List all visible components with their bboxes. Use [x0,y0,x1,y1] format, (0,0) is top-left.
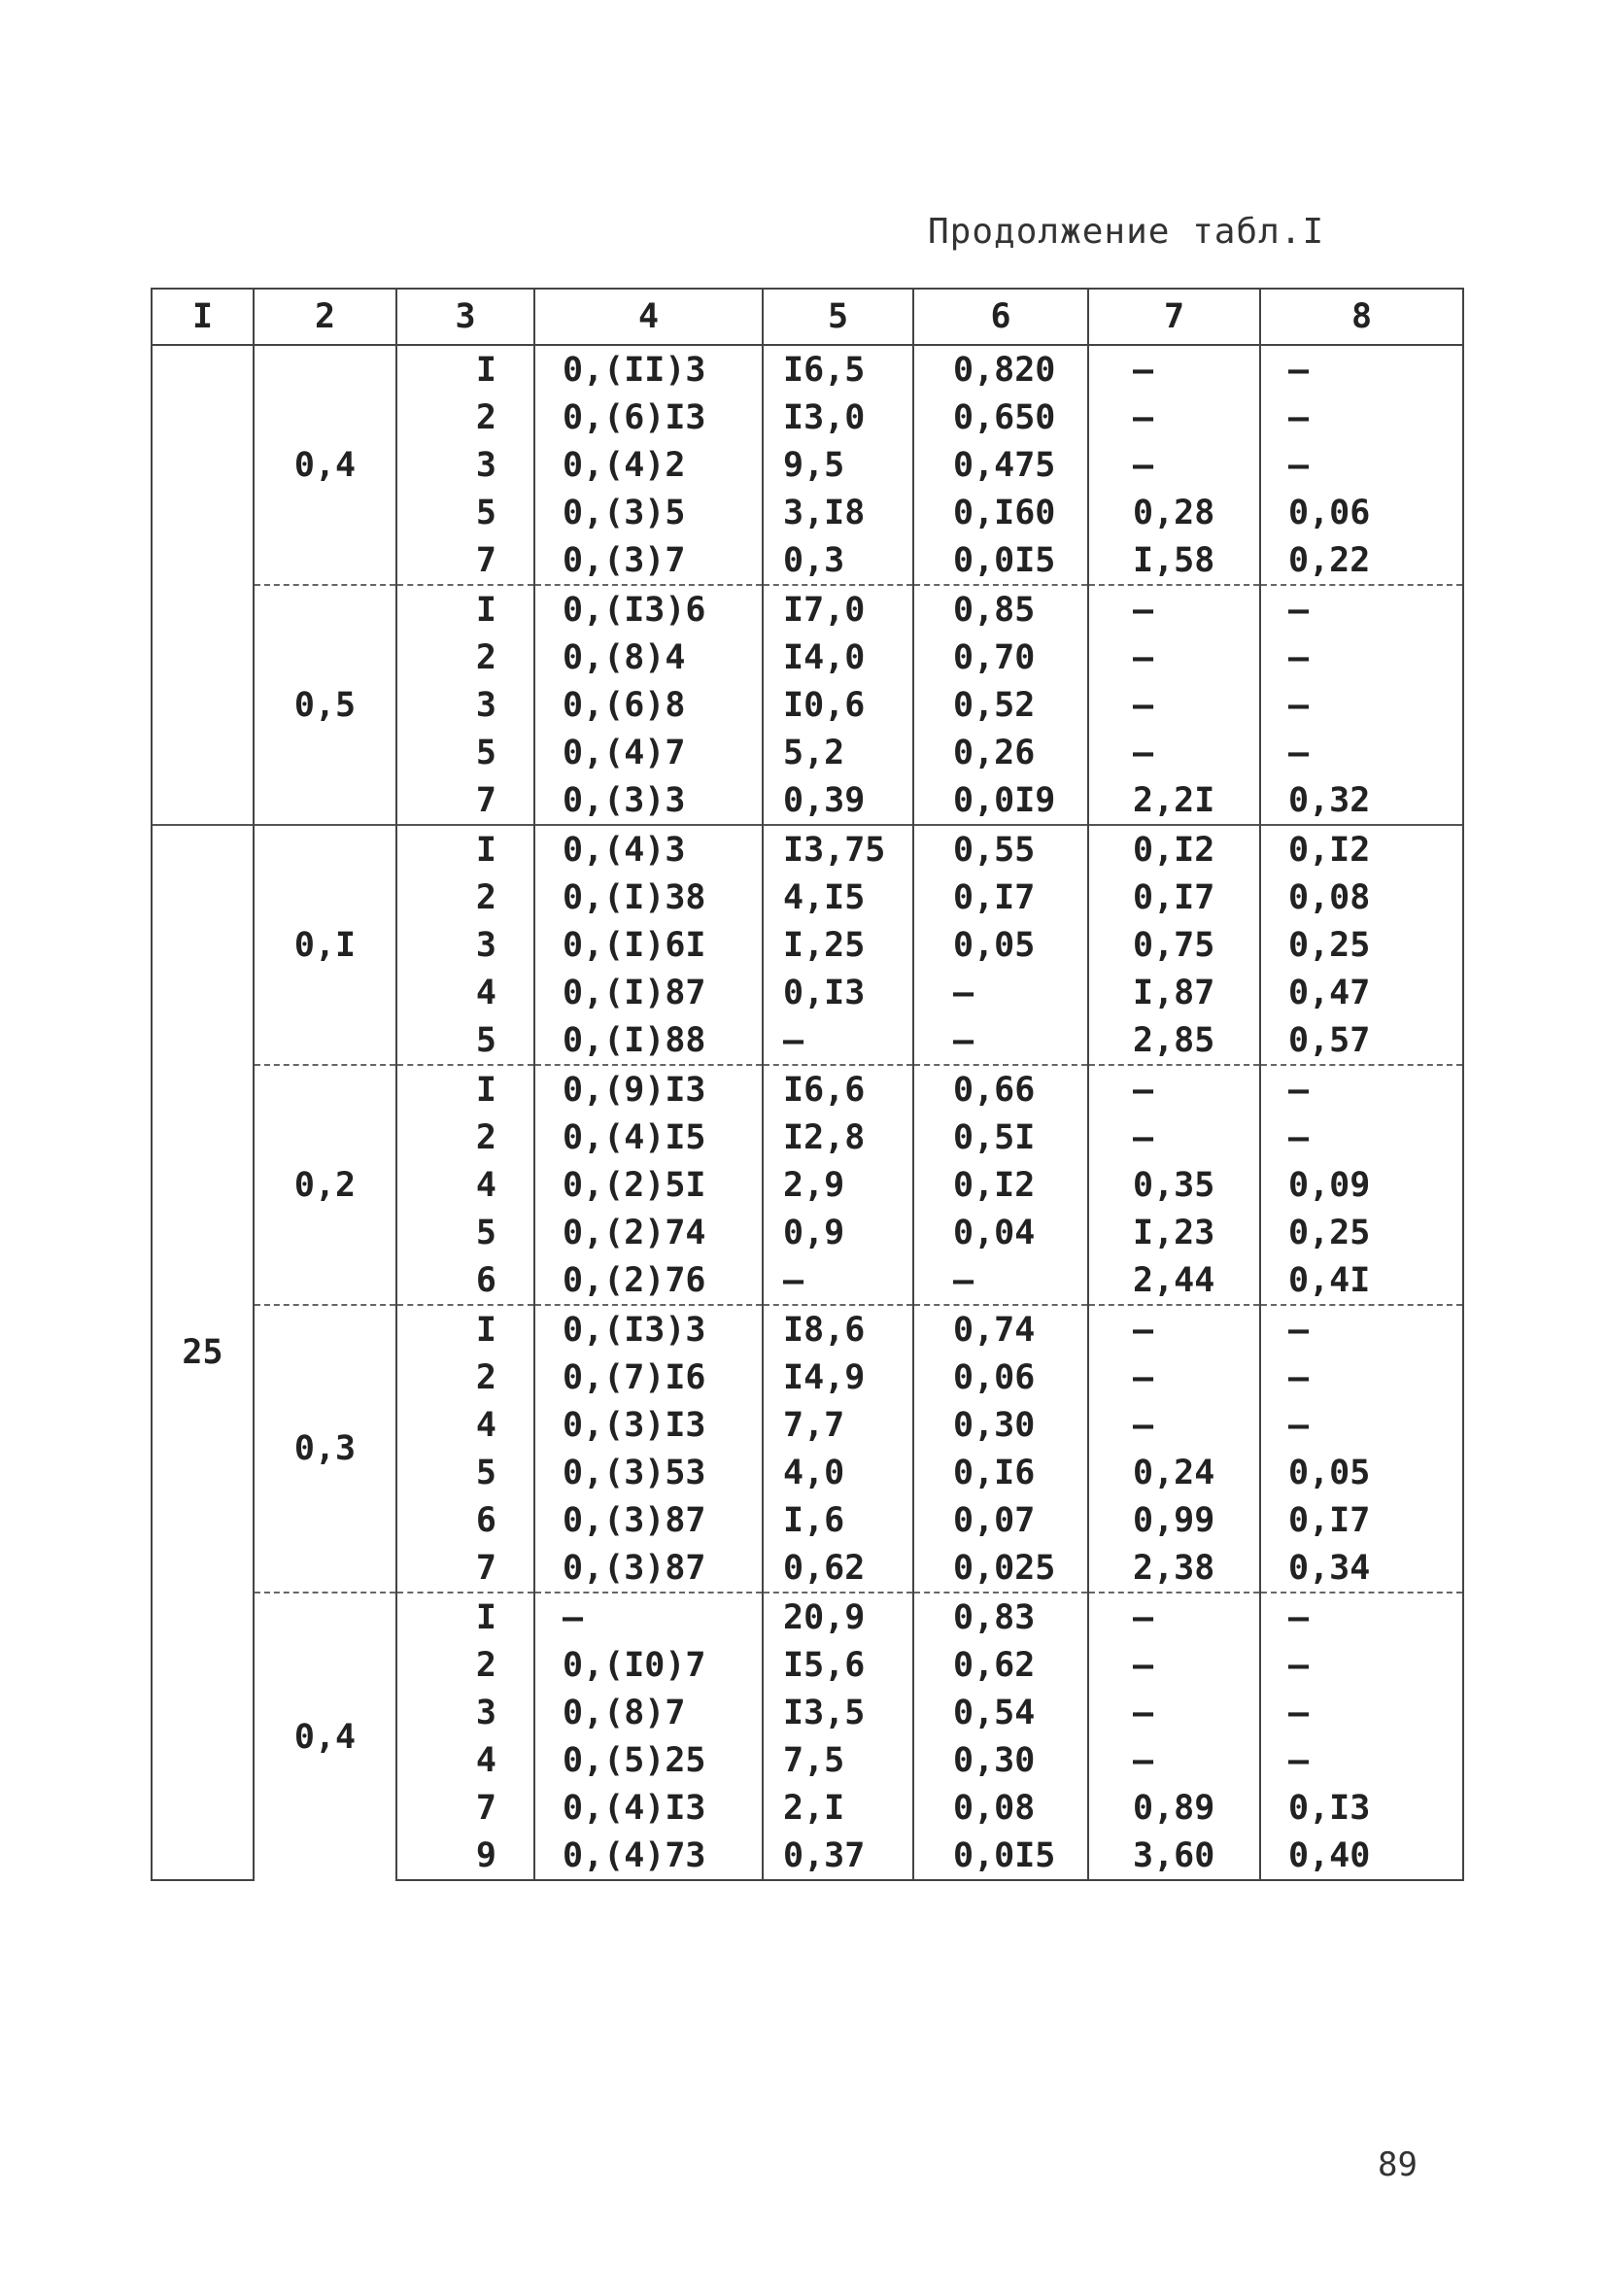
table-cell-col7: 0,99 [1088,1496,1260,1544]
table-cell-col6: 0,62 [913,1641,1088,1689]
table-cell-col8: 0,06 [1260,489,1463,536]
table-cell-col5: – [763,1016,913,1065]
table-cell-col6: 0,025 [913,1544,1088,1593]
table-cell-col8: – [1260,585,1463,634]
group-label: 0,I [254,825,396,1065]
table-cell-col4: 0,(2)76 [534,1256,763,1305]
table-cell-col8: – [1260,1593,1463,1641]
table-cell-col7: 3,60 [1088,1832,1260,1880]
table-cell-col5: I3,5 [763,1689,913,1736]
table-cell-col4: 0,(2)74 [534,1209,763,1256]
column-header-2: 2 [254,289,396,345]
table-cell-col5: I7,0 [763,585,913,634]
table-cell-col6: 0,08 [913,1784,1088,1832]
table-cell-col6: 0,70 [913,634,1088,681]
table-cell-col4: 0,(4)73 [534,1832,763,1880]
table-cell-col3: 5 [396,1016,534,1065]
table-cell-col4: 0,(4)2 [534,441,763,489]
table-cell-col3: 3 [396,681,534,729]
table-cell-col7: 2,2I [1088,776,1260,825]
table-cell-col4: 0,(3)I3 [534,1401,763,1449]
table-cell-col6: 0,475 [913,441,1088,489]
table-cell-col4: 0,(3)87 [534,1496,763,1544]
table-cell-col5: 0,3 [763,536,913,585]
table-cell-col6: 0,5I [913,1114,1088,1161]
table-cell-col3: 3 [396,1689,534,1736]
table-cell-col7: – [1088,441,1260,489]
table-cell-col5: 4,I5 [763,874,913,921]
group-label: 0,4 [254,345,396,585]
table-cell-col3: I [396,1065,534,1114]
table-cell-col8: 0,25 [1260,1209,1463,1256]
table-cell-col7: – [1088,1689,1260,1736]
table-cell-col5: I0,6 [763,681,913,729]
table-cell-col5: 9,5 [763,441,913,489]
table-cell-col3: 2 [396,394,534,441]
table-cell-col4: 0,(I)38 [534,874,763,921]
page-number: 89 [1378,2145,1418,2184]
table-cell-col4: 0,(I)88 [534,1016,763,1065]
table-cell-col3: I [396,825,534,874]
table-cell-col5: I3,0 [763,394,913,441]
table-cell-col5: 0,39 [763,776,913,825]
table-cell-col4: 0,(8)7 [534,1689,763,1736]
table-row [152,825,1463,874]
table-cell-col3: 2 [396,874,534,921]
table-cell-col6: – [913,969,1088,1016]
table-cell-col7: 0,35 [1088,1161,1260,1209]
table-cell-col3: 4 [396,1736,534,1784]
table-cell-col7: – [1088,585,1260,634]
table-cell-col3: 6 [396,1256,534,1305]
table-cell-col7: 0,I7 [1088,874,1260,921]
group-label: 0,2 [254,1065,396,1305]
table-cell-col5: I,25 [763,921,913,969]
table-cell-col5: 3,I8 [763,489,913,536]
table-cell-col6: 0,0I9 [913,776,1088,825]
table-caption: Продолжение табл.I [928,212,1325,252]
table-cell-col6: 0,I2 [913,1161,1088,1209]
table-cell-col8: – [1260,1641,1463,1689]
column-header-3: 3 [396,289,534,345]
table-cell-col6: 0,30 [913,1401,1088,1449]
table-cell-col6: 0,820 [913,345,1088,394]
table-cell-col3: 5 [396,1209,534,1256]
table-cell-col7: – [1088,729,1260,776]
table-cell-col6: 0,0I5 [913,1832,1088,1880]
table-cell-col8: – [1260,394,1463,441]
table-cell-col8: 0,40 [1260,1832,1463,1880]
table-cell-col3: 3 [396,921,534,969]
table-cell-col7: 0,I2 [1088,825,1260,874]
table-cell-col7: – [1088,1114,1260,1161]
table-cell-col8: – [1260,1401,1463,1449]
table-cell-col7: – [1088,1641,1260,1689]
table-cell-col6: 0,52 [913,681,1088,729]
table-cell-col5: I4,9 [763,1354,913,1401]
group-label: 0,5 [254,585,396,825]
table-cell-col5: – [763,1256,913,1305]
table-cell-col3: 2 [396,1354,534,1401]
table-cell-col3: I [396,585,534,634]
table-cell-col8: – [1260,634,1463,681]
column-header-1: I [152,289,254,345]
table-cell-col7: – [1088,394,1260,441]
table-cell-col4: 0,(9)I3 [534,1065,763,1114]
table-cell-col5: 2,9 [763,1161,913,1209]
table-cell-col6: 0,0I5 [913,536,1088,585]
table-cell-col4: 0,(5)25 [534,1736,763,1784]
table-cell-col4: 0,(I3)3 [534,1305,763,1354]
table-cell-col8: 0,09 [1260,1161,1463,1209]
table-cell-col7: 2,44 [1088,1256,1260,1305]
table-cell-col4: 0,(6)8 [534,681,763,729]
table-cell-col6: 0,05 [913,921,1088,969]
table-cell-col7: – [1088,1065,1260,1114]
column-header-6: 6 [913,289,1088,345]
table-cell-col3: 6 [396,1496,534,1544]
table-cell-col7: – [1088,1736,1260,1784]
table-cell-col4: 0,(4)7 [534,729,763,776]
table-cell-col7: – [1088,681,1260,729]
table-cell-col5: 0,9 [763,1209,913,1256]
table-cell-col3: I [396,1305,534,1354]
table-cell-col8: 0,I7 [1260,1496,1463,1544]
group-label: 0,3 [254,1305,396,1593]
table-cell-col4: 0,(4)3 [534,825,763,874]
table-cell-col6: 0,I60 [913,489,1088,536]
table-cell-col3: 7 [396,1544,534,1593]
table-cell-col6: 0,66 [913,1065,1088,1114]
table-header [152,289,1463,345]
table-cell-col5: I6,6 [763,1065,913,1114]
table-cell-col4: 0,(I)6I [534,921,763,969]
table-cell-col7: 0,75 [1088,921,1260,969]
table-cell-col6: 0,04 [913,1209,1088,1256]
table-cell-col3: 7 [396,1784,534,1832]
table-cell-col3: 4 [396,1161,534,1209]
table-cell-col3: 5 [396,1449,534,1496]
table-cell-col7: I,23 [1088,1209,1260,1256]
table-cell-col3: 7 [396,536,534,585]
table-cell-col5: 5,2 [763,729,913,776]
table-cell-col5: 20,9 [763,1593,913,1641]
table-row [152,1305,1463,1354]
table-cell-col4: 0,(II)3 [534,345,763,394]
table-cell-col4: 0,(2)5I [534,1161,763,1209]
group-label: 0,4 [254,1593,396,1880]
table-cell-col8: 0,08 [1260,874,1463,921]
table-cell-col3: 5 [396,489,534,536]
table-cell-col3: 2 [396,1641,534,1689]
table-cell-col3: 5 [396,729,534,776]
table-cell-col3: 3 [396,441,534,489]
table-cell-col6: 0,I7 [913,874,1088,921]
table-cell-col6: 0,07 [913,1496,1088,1544]
table-cell-col4: 0,(3)5 [534,489,763,536]
table-cell-col6: 0,26 [913,729,1088,776]
table-cell-col4: 0,(8)4 [534,634,763,681]
table-cell-col8: 0,34 [1260,1544,1463,1593]
table-cell-col4: 0,(4)I3 [534,1784,763,1832]
table-cell-col6: 0,55 [913,825,1088,874]
table-cell-col7: – [1088,345,1260,394]
table-cell-col3: 7 [396,776,534,825]
table-cell-col7: 2,38 [1088,1544,1260,1593]
table-cell-col8: – [1260,1689,1463,1736]
table-cell-col8: – [1260,1736,1463,1784]
table-cell-col5: 0,37 [763,1832,913,1880]
table-cell-col6: 0,30 [913,1736,1088,1784]
table-cell-col7: 0,24 [1088,1449,1260,1496]
table-cell-col8: – [1260,1065,1463,1114]
table-cell-col7: 0,89 [1088,1784,1260,1832]
table-cell-col8: – [1260,729,1463,776]
table-cell-col7: – [1088,1354,1260,1401]
table-cell-col5: 0,62 [763,1544,913,1593]
column-header-7: 7 [1088,289,1260,345]
table-cell-col8: 0,05 [1260,1449,1463,1496]
table-cell-col6: – [913,1016,1088,1065]
table-cell-col4: 0,(I3)6 [534,585,763,634]
column-header-5: 5 [763,289,913,345]
table-cell-col8: 0,25 [1260,921,1463,969]
table-cell-col4: 0,(3)3 [534,776,763,825]
table-cell-col4: 0,(3)53 [534,1449,763,1496]
block-label: 25 [152,825,254,1880]
table-cell-col8: – [1260,1305,1463,1354]
header-row [152,289,1463,345]
table-cell-col8: 0,4I [1260,1256,1463,1305]
table-cell-col5: I2,8 [763,1114,913,1161]
table-cell-col3: I [396,1593,534,1641]
table-cell-col4: 0,(7)I6 [534,1354,763,1401]
column-header-4: 4 [534,289,763,345]
table-cell-col3: 4 [396,969,534,1016]
table-cell-col7: 0,28 [1088,489,1260,536]
table-cell-col3: 9 [396,1832,534,1880]
table-cell-col5: I3,75 [763,825,913,874]
table-cell-col6: 0,83 [913,1593,1088,1641]
table-cell-col5: 2,I [763,1784,913,1832]
table-cell-col5: 7,7 [763,1401,913,1449]
table-cell-col6: 0,650 [913,394,1088,441]
table-cell-col8: 0,I2 [1260,825,1463,874]
table-row [152,1593,1463,1641]
table-cell-col8: – [1260,1354,1463,1401]
table-cell-col8: – [1260,441,1463,489]
table-cell-col4: 0,(I0)7 [534,1641,763,1689]
table-cell-col6: 0,06 [913,1354,1088,1401]
table-cell-col5: I,6 [763,1496,913,1544]
column-header-8: 8 [1260,289,1463,345]
table-cell-col7: I,87 [1088,969,1260,1016]
table-cell-col7: – [1088,1401,1260,1449]
table-cell-col8: – [1260,681,1463,729]
table-cell-col8: 0,47 [1260,969,1463,1016]
table-body [152,345,1463,1880]
table-cell-col5: I4,0 [763,634,913,681]
table-cell-col3: 2 [396,1114,534,1161]
table-cell-col8: – [1260,1114,1463,1161]
table-cell-col5: I5,6 [763,1641,913,1689]
table-cell-col7: 2,85 [1088,1016,1260,1065]
table-cell-col7: – [1088,1593,1260,1641]
table-cell-col3: 4 [396,1401,534,1449]
table-cell-col8: – [1260,345,1463,394]
table-cell-col5: I8,6 [763,1305,913,1354]
table-cell-col6: 0,I6 [913,1449,1088,1496]
data-table [151,288,1464,1881]
table-cell-col6: 0,74 [913,1305,1088,1354]
table-cell-col4: 0,(I)87 [534,969,763,1016]
block-label [152,345,254,825]
table-row [152,585,1463,634]
table-cell-col4: 0,(6)I3 [534,394,763,441]
table-cell-col5: 7,5 [763,1736,913,1784]
table-cell-col4: 0,(3)87 [534,1544,763,1593]
table-cell-col7: I,58 [1088,536,1260,585]
table-cell-col8: 0,57 [1260,1016,1463,1065]
table-cell-col8: 0,I3 [1260,1784,1463,1832]
table-cell-col4: – [534,1593,763,1641]
table-cell-col7: – [1088,1305,1260,1354]
table-cell-col4: 0,(3)7 [534,536,763,585]
table-cell-col3: 2 [396,634,534,681]
table-cell-col8: 0,22 [1260,536,1463,585]
table-cell-col6: 0,54 [913,1689,1088,1736]
table-row [152,345,1463,394]
table-cell-col5: I6,5 [763,345,913,394]
table-cell-col7: – [1088,634,1260,681]
table-cell-col8: 0,32 [1260,776,1463,825]
table-cell-col4: 0,(4)I5 [534,1114,763,1161]
table-cell-col6: 0,85 [913,585,1088,634]
table-cell-col3: I [396,345,534,394]
table-cell-col6: – [913,1256,1088,1305]
table-cell-col5: 0,I3 [763,969,913,1016]
table-row [152,1065,1463,1114]
table-cell-col5: 4,0 [763,1449,913,1496]
